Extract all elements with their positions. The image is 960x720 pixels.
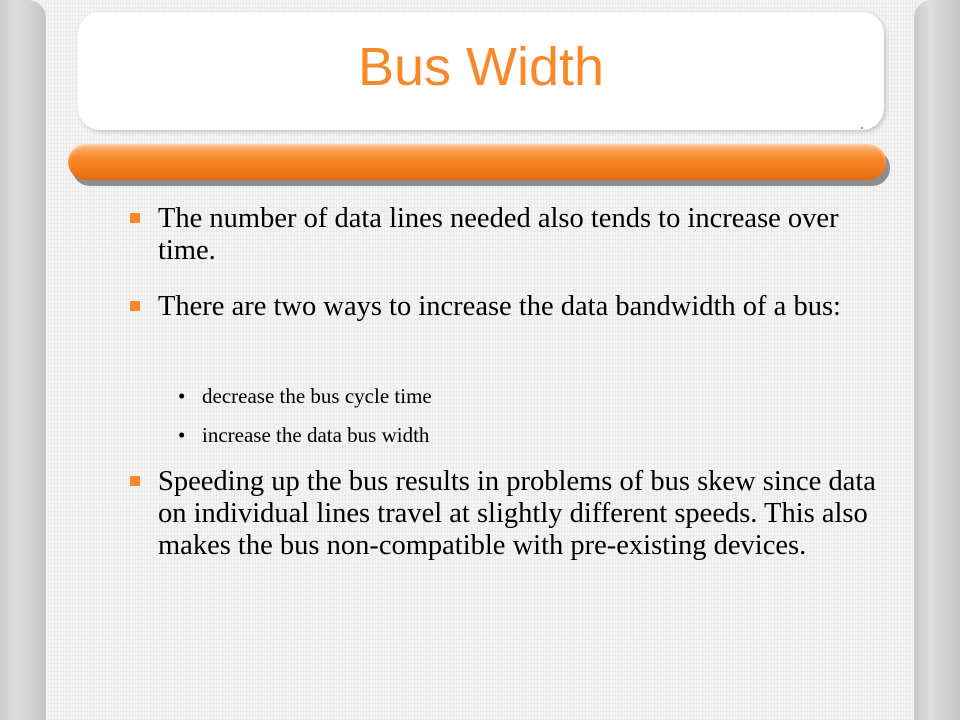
dot-bullet-icon: • — [178, 384, 186, 408]
bullet-item — [130, 466, 890, 562]
bullet-text: The number of data lines needed also tends to increase over time. — [158, 203, 839, 266]
slide-title: Bus Width — [357, 37, 605, 97]
left-decorative-bar — [0, 0, 46, 720]
sub-bullet-text: increase the data bus width — [202, 423, 430, 447]
sub-bullet-item — [178, 422, 878, 448]
dot-bullet-icon: • — [178, 423, 186, 447]
square-bullet-icon — [130, 213, 140, 223]
title-rule — [68, 144, 886, 180]
bullet-item — [130, 291, 890, 323]
title-dot — [861, 127, 863, 129]
square-bullet-icon — [130, 476, 140, 486]
sub-bullet-item — [178, 383, 878, 409]
bullet-text: Speeding up the bus results in problems of bus skew since data on individual lines travel at slightly different speeds. This also makes the bus non-compatible with pre-existing devices. — [158, 466, 876, 561]
bullet-text: There are two ways to increase the data bandwidth of a bus: — [158, 291, 841, 322]
bullet-item — [130, 203, 890, 267]
sub-bullet-text: decrease the bus cycle time — [202, 384, 432, 408]
right-decorative-bar — [914, 0, 960, 720]
square-bullet-icon — [130, 301, 140, 311]
